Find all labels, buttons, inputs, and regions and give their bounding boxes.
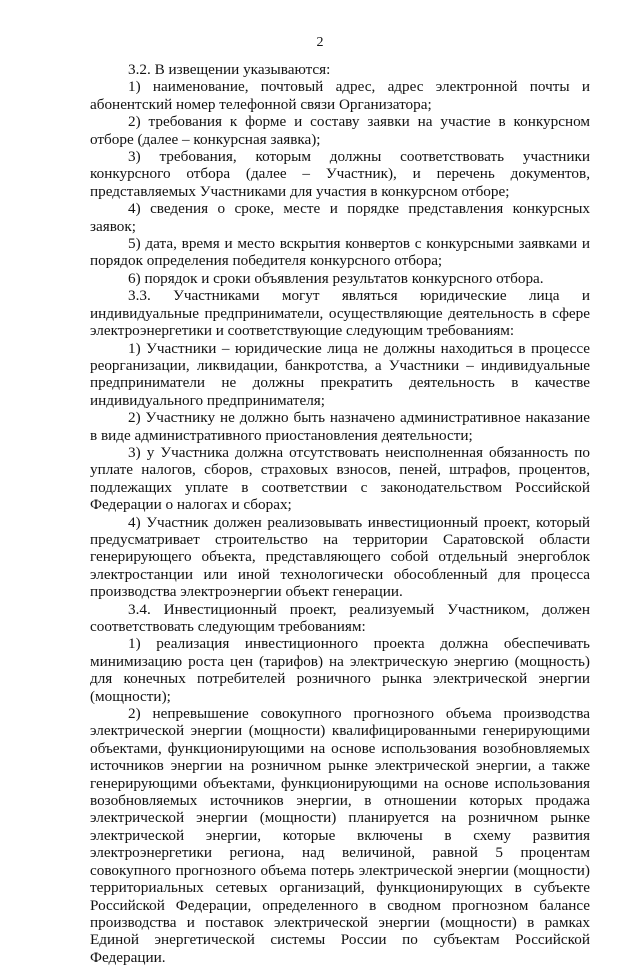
paragraph-item: 1) наименование, почтовый адрес, адрес электронной почты и абонентский номер телефонной связи Организатора; — [90, 78, 590, 113]
paragraph-item: 6) порядок и сроки объявления результатов конкурсного отбора. — [128, 269, 544, 287]
page-number: 2 — [316, 35, 324, 50]
document-body — [90, 61, 590, 966]
paragraph-item: 4) Участник должен реализовывать инвестиционный проект, который предусматривает строительство на территории Саратовской области генерирующего объекта, представляющего собой отдельный энергоблок электростанции или иной технологически обособленный для процесса производства электроэнергии объект генерации. — [90, 513, 590, 601]
paragraph-item: 1) реализация инвестиционного проекта должна обеспечивать минимизацию роста цен (тарифов) на электрическую энергию (мощность) для конечных потребителей розничного рынка электрической энергии (мощности); — [90, 635, 590, 705]
paragraph-item: 4) сведения о сроке, месте и порядке представления конкурсных заявок; — [90, 200, 590, 235]
paragraph-item: 2) Участнику не должно быть назначено административное наказание в виде административного приостановления деятельности; — [90, 409, 590, 444]
paragraph-item: 1) Участники – юридические лица не должны находиться в процессе реорганизации, ликвидации, банкротства, а Участники – индивидуальные предприниматели не должны прекратить деятельность в качестве индивидуального предпринимателя; — [90, 339, 590, 409]
paragraph-item: 5) дата, время и место вскрытия конвертов с конкурсными заявками и порядок определения победителя конкурсного отбора; — [90, 235, 590, 270]
paragraph-item: 3) требования, которым должны соответствовать участники конкурсного отбора (далее – Участник), и перечень документов, представляемых Участниками для участия в конкурсном отборе; — [90, 148, 590, 200]
section-3-3-paragraph: 3.3. Участниками могут являться юридические лица и индивидуальные предприниматели, осуществляющие деятельность в сфере электроэнергетики и соответствующие следующим требованиям: — [90, 287, 590, 340]
section-3-2-heading: 3.2. В извещении указываются: — [128, 61, 331, 78]
section-3-4-paragraph: 3.4. Инвестиционный проект, реализуемый Участником, должен соответствовать следующим требованиям: — [90, 600, 590, 635]
paragraph-item: 2) требования к форме и составу заявки на участие в конкурсном отборе (далее – конкурсная заявка); — [90, 113, 590, 148]
paragraph-item: 3) у Участника должна отсутствовать неисполненная обязанность по уплате налогов, сборов, страховых взносов, пеней, штрафов, процентов, подлежащих уплате в соответствии с законодательством Российской Федерации о налогах и сборах; — [90, 443, 590, 514]
paragraph-item: 2) непревышение совокупного прогнозного объема производства электрической энергии (мощности) квалифицированными генерирующими объектами, функционирующими на основе использования возобновляемых источников энергии на розничном рынке электрической энергии, а также генерирующими объектами, функционирующими на основе использования возобновляемых источников энергии, в отношении которых продажа электрической энергии (мощности) планируется на розничном рынке электрической энергии, которые включены в схему развития электроэнергетики региона, над величиной, равной 5 процентам совокупного прогнозного объема потерь электрической энергии (мощности) территориальных сетевых организаций, функционирующих в субъекте Российской Федерации, определенного в сводном прогнозном балансе производства и поставок электрической энергии (мощности) в рамках Единой энергетической системы России по субъектам Российской Федерации. — [90, 705, 590, 966]
